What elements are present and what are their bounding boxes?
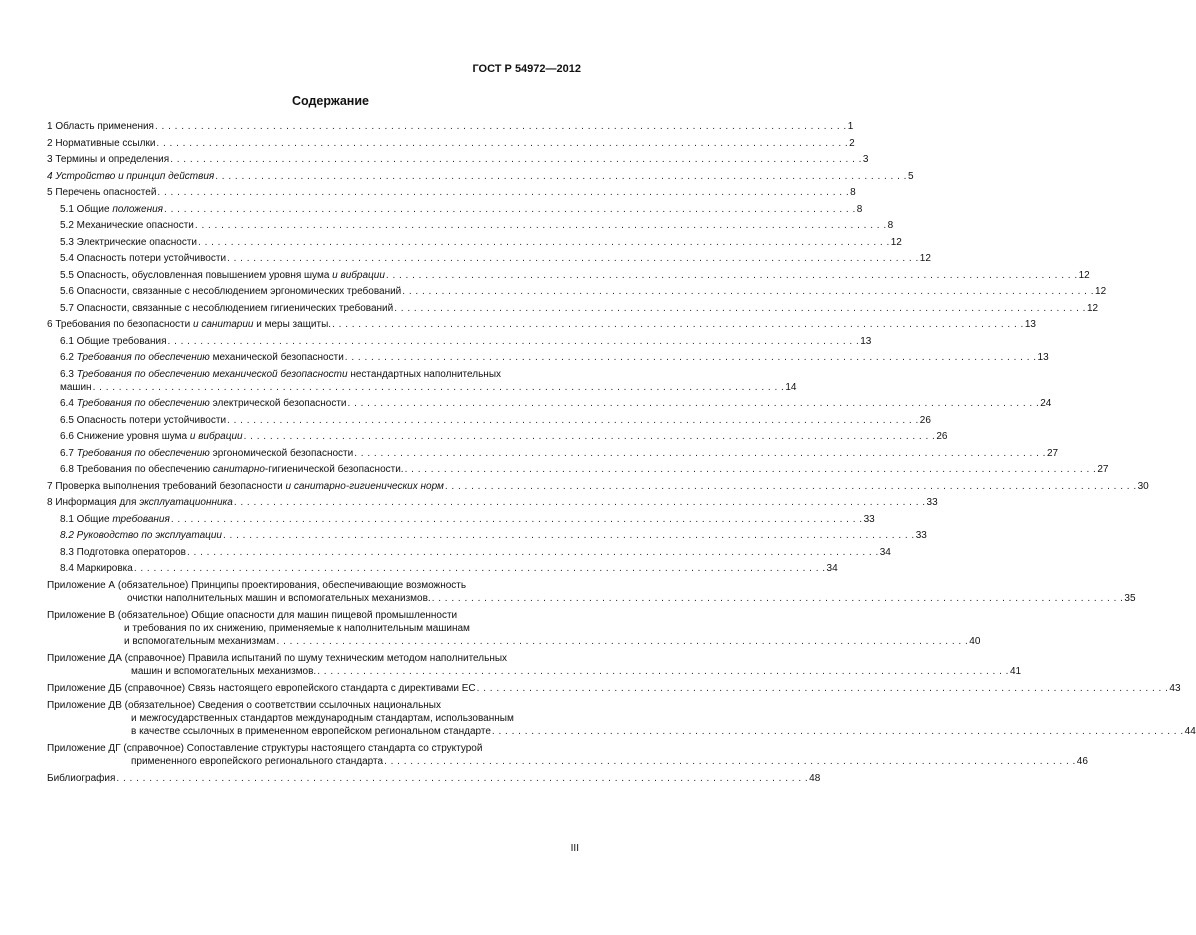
toc-entry-text-part: 5.6 Опасности, связанные с несоблюдением эргономических требований [60, 286, 402, 297]
toc-entry-text [60, 335, 167, 348]
toc-line [60, 430, 948, 443]
toc-line [47, 496, 938, 509]
dot-leader: . . . . . . . . . . . . . . . . . . . . . . . . . . . . . . . . . . . . . . . . . . . . . . . . . . . . . . . . . . . . . . . . . . . . . . . . . . . . . . . . . . . . . . . . . . . . . . . . . . . . . . . . . . [116, 772, 809, 784]
toc-appendix-entry[interactable] [47, 579, 1136, 605]
toc-line [47, 153, 869, 166]
toc-entry[interactable] [60, 546, 891, 559]
toc-line [60, 335, 872, 348]
dot-leader: . . . . . . . . . . . . . . . . . . . . . . . . . . . . . . . . . . . . . . . . . . . . . . . . . . . . . . . . . . . . . . . . . . . . . . . . . . . . . . . . . . . . . . . . . . . . . . . . . . . . . . . . . . [215, 170, 907, 182]
dot-leader: . . . . . . . . . . . . . . . . . . . . . . . . . . . . . . . . . . . . . . . . . . . . . . . . . . . . . . . . . . . . . . . . . . . . . . . . . . . . . . . . . . . . . . . . . . . . . . . . . . . . . . . . . . [385, 269, 1078, 281]
toc-entry[interactable] [60, 463, 1109, 476]
toc-line [60, 269, 1090, 282]
toc-entry-text [60, 529, 222, 542]
toc-entry-text [60, 203, 163, 216]
toc-appendix-title: Приложение В (обязательное) Общие опасности для машин пищевой промышленности [47, 609, 458, 621]
toc-entry-text [60, 562, 133, 575]
toc-line [60, 381, 797, 394]
toc-entry-text-part: Требования по обеспечению механической безопасности [76, 368, 348, 380]
toc-page-number: 13 [1037, 352, 1049, 363]
toc-page-number: 8 [850, 187, 856, 198]
dot-leader: . . . . . . . . . . . . . . . . . . . . . . . . . . . . . . . . . . . . . . . . . . . . . . . . . . . . . . . . . . . . . . . . . . . . . . . . . . . . . . . . . . . . . . . . . . . . . . . . . . . . . . . . . . [394, 302, 1086, 314]
dot-leader: . . . . . . . . . . . . . . . . . . . . . . . . . . . . . . . . . . . . . . . . . . . . . . . . . . . . . . . . . . . . . . . . . . . . . . . . . . . . . . . . . . . . . . . . . . . . . . . . . . . . . . . . . . [476, 682, 1169, 694]
toc-line [47, 170, 914, 183]
toc-entry-text-part: 5.2 Механические опасности [60, 220, 194, 231]
toc-page-number: 33 [926, 497, 938, 508]
toc-line [60, 285, 1107, 298]
dot-leader: . . . . . . . . . . . . . . . . . . . . . . . . . . . . . . . . . . . . . . . . . . . . . . . . . . . . . . . . . . . . . . . . . . . . . . . . . . . . . . . . . . . . . . . . . . . . . . . . . . . . . . . . . . [157, 187, 850, 198]
toc-page-number: 43 [1169, 682, 1181, 694]
toc-entry-text-part: 6.8 Требования по обеспечению [60, 464, 213, 475]
toc-line [47, 609, 582, 622]
toc-entry[interactable] [60, 302, 1099, 315]
toc-entry-text-part: и санитарии [193, 319, 254, 330]
toc-appendix-title: Приложение ДГ (справочное) Сопоставление структуры настоящего стандарта со структурой [47, 742, 483, 754]
toc-page-number: 8 [856, 203, 863, 215]
dot-leader: . . . . . . . . . . . . . . . . . . . . . . . . . . . . . . . . . . . . . . . . . . . . . . . . . . . . . . . . . . . . . . . . . . . . . . . . . . . . . . . . . . . . . . . . . . . . . . . . . . . . . . . . . . [170, 513, 863, 525]
toc-entry-text [60, 285, 401, 298]
dot-leader: . . . . . . . . . . . . . . . . . . . . . . . . . . . . . . . . . . . . . . . . . . . . . . . . . . . . . . . . . . . . . . . . . . . . . . . . . . . . . . . . . . . . . . . . . . . . . . . . . . . . . . . . . . [431, 592, 1124, 604]
toc-line [47, 592, 1136, 605]
toc-line [60, 236, 902, 249]
toc-page-number: 3 [862, 154, 869, 165]
toc-entry-text [47, 318, 331, 331]
toc-entry[interactable] [60, 219, 894, 232]
toc-entry-text-part: 6.6 Снижение уровня шума [60, 431, 190, 442]
toc-line [47, 137, 855, 150]
toc-entry-text [47, 120, 154, 133]
toc-entry-text-part: 8 Информация для [47, 497, 140, 508]
toc-line [47, 120, 854, 133]
toc-entry-text-part: машин [60, 381, 92, 393]
toc-entry[interactable] [60, 513, 875, 526]
toc-entry-text [60, 302, 393, 315]
toc-line [60, 252, 931, 265]
toc-page-number: 26 [936, 431, 948, 442]
toc-entry-text-part: 6 Требования по безопасности [47, 319, 194, 330]
dot-leader: . . . . . . . . . . . . . . . . . . . . . . . . . . . . . . . . . . . . . . . . . . . . . . . . . . . . . . . . . . . . . . . . . . . . . . . . . . . . . . . . . . . . . . . . . . . . . . . . . . . . . . . . . . [194, 220, 887, 231]
toc-entry[interactable] [60, 430, 948, 443]
toc-page-number: 46 [1076, 755, 1088, 767]
toc-entry-text [60, 463, 404, 476]
toc-line [47, 712, 582, 725]
toc-entry-text-part: -гигиенической безопасности. [264, 464, 404, 475]
toc-appendix-continuation: в качестве ссылочных в примененном европейском региональном стандарте [131, 725, 491, 737]
toc-page-number: 8 [887, 220, 894, 231]
toc-entry[interactable] [60, 269, 1090, 282]
toc-appendix-entry[interactable] [47, 609, 981, 648]
toc-line [47, 635, 981, 648]
toc-entry[interactable] [60, 562, 838, 575]
toc-entry-text [47, 137, 155, 150]
toc-line [60, 203, 863, 216]
toc-entry-text-part: 6.7 [60, 447, 77, 459]
dot-leader: . . . . . . . . . . . . . . . . . . . . . . . . . . . . . . . . . . . . . . . . . . . . . . . . . . . . . . . . . . . . . . . . . . . . . . . . . . . . . . . . . . . . . . . . . . . . . . . . . . . . . . . . . . [332, 319, 1024, 330]
toc-entry[interactable] [47, 480, 1149, 493]
toc-entry-text-part: 6.2 [60, 352, 77, 363]
toc-line [60, 397, 1052, 410]
toc-entry-text [60, 381, 92, 394]
dot-leader: . . . . . . . . . . . . . . . . . . . . . . . . . . . . . . . . . . . . . . . . . . . . . . . . . . . . . . . . . . . . . . . . . . . . . . . . . . . . . . . . . . . . . . . . . . . . . . . . . . . . . . . . . . [133, 563, 826, 574]
toc-line [60, 368, 582, 381]
table-of-contents [47, 120, 1196, 789]
toc-entry-text-part: и санитарно-гигиенических норм [285, 480, 444, 492]
toc-entry[interactable] [47, 170, 914, 183]
toc-page-number: 33 [915, 530, 927, 541]
toc-entry-text-part: 5.4 Опасность потери устойчивости [60, 253, 227, 264]
toc-entry-text [60, 447, 353, 460]
dot-leader: . . . . . . . . . . . . . . . . . . . . . . . . . . . . . . . . . . . . . . . . . . . . . . . . . . . . . . . . . . . . . . . . . . . . . . . . . . . . . . . . . . . . . . . . . . . . . . . . . . . . . . . . . . [233, 497, 926, 508]
toc-entry-text [47, 186, 156, 199]
toc-entry-text-part: санитарно [212, 464, 265, 475]
toc-entry[interactable] [47, 186, 856, 199]
toc-page-number: 27 [1097, 464, 1109, 475]
toc-line [60, 546, 891, 559]
dot-leader: . . . . . . . . . . . . . . . . . . . . . . . . . . . . . . . . . . . . . . . . . . . . . . . . . . . . . . . . . . . . . . . . . . . . . . . . . . . . . . . . . . . . . . . . . . . . . . . . . . . . . . . . . . [491, 725, 1184, 737]
dot-leader: . . . . . . . . . . . . . . . . . . . . . . . . . . . . . . . . . . . . . . . . . . . . . . . . . . . . . . . . . . . . . . . . . . . . . . . . . . . . . . . . . . . . . . . . . . . . . . . . . . . . . . . . . . [317, 665, 1009, 677]
toc-entry-text [60, 236, 197, 249]
toc-entry-text-part: эргономической безопасности [209, 447, 354, 459]
toc-entry[interactable] [47, 137, 855, 150]
toc-entry[interactable] [47, 120, 854, 133]
toc-page-number: 12 [890, 236, 902, 248]
toc-appendix-continuation: Приложение ДБ (справочное) Связь настоящего европейского стандарта с директивами ЕС [47, 682, 476, 694]
toc-entry-text [47, 170, 214, 183]
toc-page-number: 5 [907, 170, 914, 182]
dot-leader: . . . . . . . . . . . . . . . . . . . . . . . . . . . . . . . . . . . . . . . . . . . . . . . . . . . . . . . . . . . . . . . . . . . . . . . . . . . . . . . . . . . . . . . . . . . . . . . . . . . . . . . . . . [167, 335, 860, 347]
toc-line [47, 186, 856, 199]
toc-entry-text-part: 1 Область применения [47, 121, 154, 132]
dot-leader: . . . . . . . . . . . . . . . . . . . . . . . . . . . . . . . . . . . . . . . . . . . . . . . . . . . . . . . . . . . . . . . . . . . . . . . . . . . . . . . . . . . . . . . . . . . . . . . . . . . . . . . . . . [404, 464, 1097, 475]
toc-entry-text-part: эксплуатационника [139, 497, 233, 508]
toc-page-number: 1 [847, 121, 854, 132]
toc-line [60, 351, 1049, 364]
toc-appendix-continuation: примененного европейского регионального стандарта [131, 755, 384, 767]
toc-entry-text-part: 6.4 [60, 398, 77, 409]
dot-leader: . . . . . . . . . . . . . . . . . . . . . . . . . . . . . . . . . . . . . . . . . . . . . . . . . . . . . . . . . . . . . . . . . . . . . . . . . . . . . . . . . . . . . . . . . . . . . . . . . . . . . . . . . . [156, 137, 849, 149]
toc-entry-text-part: и меры защиты. [253, 319, 332, 330]
toc-entry-text-part: 7 Проверка выполнения требований безопасности [47, 480, 286, 492]
toc-entry-text-part: механической безопасности [209, 352, 344, 363]
toc-entry-text [60, 513, 170, 526]
toc-page-number: 12 [1078, 269, 1090, 281]
toc-entry-text-part: и вибрации [189, 431, 243, 442]
toc-appendix-title: Приложение ДА (справочное) Правила испытаний по шуму техническим методом наполнительных [47, 652, 508, 664]
toc-entry[interactable] [60, 397, 1052, 410]
dot-leader: . . . . . . . . . . . . . . . . . . . . . . . . . . . . . . . . . . . . . . . . . . . . . . . . . . . . . . . . . . . . . . . . . . . . . . . . . . . . . . . . . . . . . . . . . . . . . . . . . . . . . . . . . . [187, 546, 879, 558]
toc-entry-text-part: Требования по обеспечению [76, 447, 210, 459]
toc-line [47, 742, 582, 755]
toc-line [47, 699, 582, 712]
toc-appendix-continuation: машин и вспомогательных механизмов. [131, 665, 317, 677]
toc-line [47, 652, 582, 665]
toc-entry[interactable] [60, 447, 1059, 460]
toc-entry[interactable] [60, 529, 927, 542]
toc-line [60, 513, 875, 526]
toc-line [47, 480, 1149, 493]
toc-entry-text-part: 5.3 Электрические опасности [60, 236, 198, 248]
toc-appendix-entry[interactable] [47, 699, 1196, 738]
toc-appendix-entry[interactable] [47, 652, 1022, 678]
toc-entry-text-part: 4 Устройство и принцип действия [47, 170, 215, 182]
toc-entry-text [47, 153, 169, 166]
toc-entry-text-part: Требования по обеспечению [76, 352, 210, 363]
toc-page-number: 40 [969, 635, 981, 647]
toc-entry-text [60, 430, 243, 443]
toc-entry-text-part: 5.7 Опасности, связанные с несоблюдением гигиенических требований [60, 302, 394, 314]
toc-entry[interactable] [47, 153, 869, 166]
toc-line [60, 562, 838, 575]
toc-entry[interactable] [60, 285, 1107, 298]
toc-page-number: 13 [860, 335, 872, 347]
toc-page-number: 34 [879, 546, 891, 558]
toc-appendix-continuation: и требования по их снижению, применяемые к наполнительным машинам [124, 622, 470, 634]
toc-line [60, 219, 894, 232]
dot-leader: . . . . . . . . . . . . . . . . . . . . . . . . . . . . . . . . . . . . . . . . . . . . . . . . . . . . . . . . . . . . . . . . . . . . . . . . . . . . . . . . . . . . . . . . . . . . . . . . . . . . . . . . . . [198, 236, 890, 248]
toc-page-number: 27 [1046, 447, 1059, 459]
toc-page-number: 14 [785, 381, 797, 393]
toc-title: Содержание [291, 94, 369, 108]
toc-entry-text [60, 546, 186, 559]
dot-leader: . . . . . . . . . . . . . . . . . . . . . . . . . . . . . . . . . . . . . . . . . . . . . . . . . . . . . . . . . . . . . . . . . . . . . . . . . . . . . . . . . . . . . . . . . . . . . . . . . . . . . . . . . . [384, 755, 1076, 767]
dot-leader: . . . . . . . . . . . . . . . . . . . . . . . . . . . . . . . . . . . . . . . . . . . . . . . . . . . . . . . . . . . . . . . . . . . . . . . . . . . . . . . . . . . . . . . . . . . . . . . . . . . . . . . . . . [344, 352, 1037, 363]
toc-line [60, 463, 1109, 476]
dot-leader: . . . . . . . . . . . . . . . . . . . . . . . . . . . . . . . . . . . . . . . . . . . . . . . . . . . . . . . . . . . . . . . . . . . . . . . . . . . . . . . . . . . . . . . . . . . . . . . . . . . . . . . . . . [227, 253, 919, 264]
toc-page-number: 44 [1184, 725, 1196, 737]
toc-entry[interactable] [60, 335, 872, 348]
dot-leader: . . . . . . . . . . . . . . . . . . . . . . . . . . . . . . . . . . . . . . . . . . . . . . . . . . . . . . . . . . . . . . . . . . . . . . . . . . . . . . . . . . . . . . . . . . . . . . . . . . . . . . . . . . [276, 635, 969, 647]
toc-page-number: 34 [826, 563, 838, 574]
toc-entry[interactable] [60, 351, 1049, 364]
page-number: III [570, 843, 579, 854]
toc-entry-text-part: 8.4 Маркировка [60, 563, 133, 574]
toc-entry[interactable] [60, 203, 863, 216]
toc-page-number: 12 [919, 253, 931, 264]
toc-entry[interactable] [60, 252, 931, 265]
toc-page-number: 13 [1024, 319, 1036, 330]
toc-page-number: 12 [1086, 302, 1099, 314]
toc-entry-text-part: 5.5 Опасность, обусловленная повышением уровня шума [60, 269, 333, 281]
toc-entry-text [60, 219, 194, 232]
toc-page-number: 2 [849, 137, 855, 149]
dot-leader: . . . . . . . . . . . . . . . . . . . . . . . . . . . . . . . . . . . . . . . . . . . . . . . . . . . . . . . . . . . . . . . . . . . . . . . . . . . . . . . . . . . . . . . . . . . . . . . . . . . . . . . . . . [444, 480, 1137, 492]
toc-entry-text-part: 2 Нормативные ссылки [47, 137, 156, 149]
document-code: ГОСТ Р 54972—2012 [472, 63, 581, 75]
toc-entry-text [60, 252, 226, 265]
toc-line [60, 414, 931, 427]
toc-appendix-entry[interactable] [47, 772, 821, 785]
toc-appendix-continuation: очистки наполнительных машин и вспомогательных механизмов. [127, 592, 431, 604]
toc-line [47, 318, 1036, 331]
toc-entry-text-part: 8.3 Подготовка операторов [60, 546, 186, 558]
toc-appendix-title: Приложение ДВ (обязательное) Сведения о соответствии ссылочных национальных [47, 699, 441, 711]
toc-entry-text [60, 414, 226, 427]
toc-entry[interactable] [60, 414, 931, 427]
dot-leader: . . . . . . . . . . . . . . . . . . . . . . . . . . . . . . . . . . . . . . . . . . . . . . . . . . . . . . . . . . . . . . . . . . . . . . . . . . . . . . . . . . . . . . . . . . . . . . . . . . . . . . . . . . [227, 414, 919, 426]
toc-page-number: 48 [809, 772, 821, 784]
toc-line [60, 302, 1099, 315]
toc-entry-text [60, 397, 347, 410]
toc-appendix-continuation: Библиография [47, 772, 116, 784]
toc-entry-text [60, 368, 501, 381]
dot-leader: . . . . . . . . . . . . . . . . . . . . . . . . . . . . . . . . . . . . . . . . . . . . . . . . . . . . . . . . . . . . . . . . . . . . . . . . . . . . . . . . . . . . . . . . . . . . . . . . . . . . . . . . . . [347, 398, 1040, 409]
toc-entry-text-part: 8.1 Общие [60, 513, 113, 525]
toc-page-number: 33 [863, 513, 875, 525]
toc-entry-text [47, 480, 444, 493]
toc-line [47, 665, 1022, 678]
toc-page-number: 30 [1137, 480, 1149, 492]
toc-entry-text-part: 6.3 [60, 368, 77, 380]
toc-appendix-continuation: и межгосударственных стандартов международным стандартам, использованным [131, 712, 514, 724]
toc-entry-text-part: положения [112, 203, 164, 215]
toc-entry-text-part: 6.1 Общие требования [60, 335, 167, 347]
toc-entry-text-part: 5 Перечень опасностей [47, 187, 157, 198]
toc-line [47, 755, 1088, 768]
toc-entry[interactable] [60, 236, 902, 249]
toc-page-number: 12 [1095, 286, 1107, 297]
toc-line [60, 529, 927, 542]
toc-entry-text-part: нестандартных наполнительных [347, 368, 502, 380]
dot-leader: . . . . . . . . . . . . . . . . . . . . . . . . . . . . . . . . . . . . . . . . . . . . . . . . . . . . . . . . . . . . . . . . . . . . . . . . . . . . . . . . . . . . . . . . . . . . . . . . . . . . . . . . . . [170, 154, 862, 165]
toc-page-number: 24 [1040, 398, 1052, 409]
dot-leader: . . . . . . . . . . . . . . . . . . . . . . . . . . . . . . . . . . . . . . . . . . . . . . . . . . . . . . . . . . . . . . . . . . . . . . . . . . . . . . . . . . . . . . . . . . . . . . . . . . . . . . . . . . [222, 530, 915, 541]
toc-appendix-entry[interactable] [47, 742, 1088, 768]
dot-leader: . . . . . . . . . . . . . . . . . . . . . . . . . . . . . . . . . . . . . . . . . . . . . . . . . . . . . . . . . . . . . . . . . . . . . . . . . . . . . . . . . . . . . . . . . . . . . . . . . . . . . . . . . . [92, 381, 785, 393]
dot-leader: . . . . . . . . . . . . . . . . . . . . . . . . . . . . . . . . . . . . . . . . . . . . . . . . . . . . . . . . . . . . . . . . . . . . . . . . . . . . . . . . . . . . . . . . . . . . . . . . . . . . . . . . . . [243, 431, 936, 442]
toc-entry-text [60, 351, 344, 364]
toc-line [47, 682, 1181, 695]
toc-line [47, 772, 821, 785]
toc-entry-text-part: 8.2 Руководство по эксплуатации [60, 530, 222, 541]
dot-leader: . . . . . . . . . . . . . . . . . . . . . . . . . . . . . . . . . . . . . . . . . . . . . . . . . . . . . . . . . . . . . . . . . . . . . . . . . . . . . . . . . . . . . . . . . . . . . . . . . . . . . . . . . . [154, 121, 847, 132]
dot-leader: . . . . . . . . . . . . . . . . . . . . . . . . . . . . . . . . . . . . . . . . . . . . . . . . . . . . . . . . . . . . . . . . . . . . . . . . . . . . . . . . . . . . . . . . . . . . . . . . . . . . . . . . . . [354, 447, 1046, 459]
toc-entry[interactable] [47, 318, 1036, 331]
toc-entry-text [47, 496, 233, 509]
toc-entry-text-part: 5.1 Общие [60, 203, 113, 215]
toc-entry-text-part: Требования по обеспечению [76, 398, 210, 409]
toc-entry-text-part: требования [112, 513, 170, 525]
toc-line [60, 447, 1059, 460]
toc-entry-text-part: и вибрации [332, 269, 385, 281]
toc-entry[interactable] [60, 368, 797, 394]
toc-appendix-entry[interactable] [47, 682, 1181, 695]
toc-entry-text-part: 6.5 Опасность потери устойчивости [60, 414, 227, 426]
toc-page-number: 41 [1009, 665, 1022, 677]
toc-entry-text-part: 3 Термины и определения [47, 154, 170, 165]
dot-leader: . . . . . . . . . . . . . . . . . . . . . . . . . . . . . . . . . . . . . . . . . . . . . . . . . . . . . . . . . . . . . . . . . . . . . . . . . . . . . . . . . . . . . . . . . . . . . . . . . . . . . . . . . . [164, 203, 856, 215]
toc-page-number: 35 [1124, 592, 1136, 604]
toc-line [47, 725, 1196, 738]
toc-appendix-title: Приложение А (обязательное) Принципы проектирования, обеспечивающие возможность [47, 579, 467, 591]
toc-entry-text-part: электрической безопасности [209, 398, 347, 409]
toc-entry-text [60, 269, 385, 282]
toc-entry[interactable] [47, 496, 938, 509]
toc-line [47, 622, 582, 635]
toc-line [47, 579, 582, 592]
dot-leader: . . . . . . . . . . . . . . . . . . . . . . . . . . . . . . . . . . . . . . . . . . . . . . . . . . . . . . . . . . . . . . . . . . . . . . . . . . . . . . . . . . . . . . . . . . . . . . . . . . . . . . . . . . [402, 286, 1095, 297]
toc-page-number: 26 [919, 414, 931, 426]
toc-appendix-continuation: и вспомогательным механизмам [124, 635, 276, 647]
